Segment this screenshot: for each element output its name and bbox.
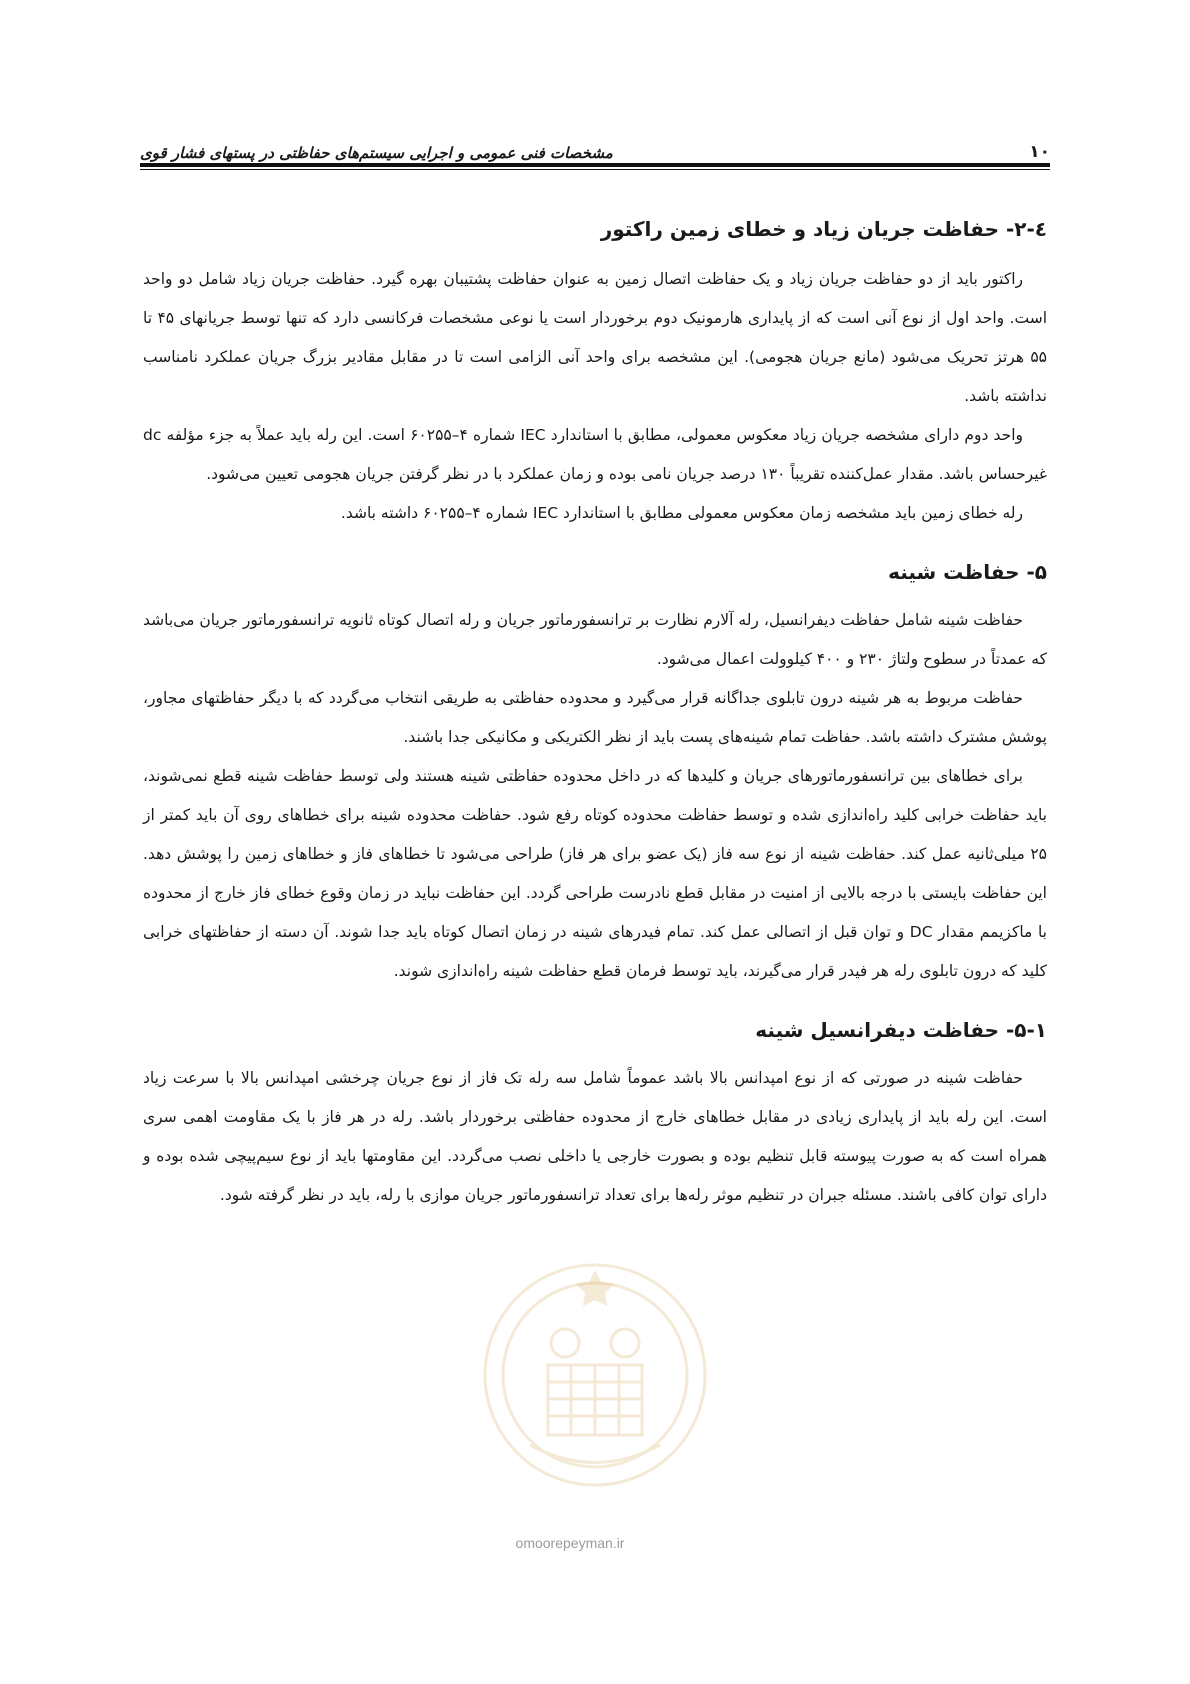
running-header [140, 128, 1050, 162]
section-heading: ۵- حفاظت شینه [888, 560, 1047, 584]
paragraph: رله خطای زمین باید مشخصه زمان معکوس معمولی مطابق با استاندارد IEC شماره ۴–۶۰۲۵۵ داشته باشد. [340, 504, 1023, 522]
section-heading: ٤-٢- حفاظت جریان زیاد و خطای زمین راکتور [600, 217, 1047, 241]
section-heading: ۵-۱- حفاظت دیفرانسیل شینه [755, 1018, 1047, 1042]
page-number: ۱۰ [1029, 142, 1050, 162]
paragraph: حفاظت شینه شامل حفاظت دیفرانسیل، رله آلارم نظارت بر ترانسفورماتور جریان و رله اتصال کوتاه ثانویه ترانسفورماتور جریان می‌باشد که عمدتاً در سطوح ولتاژ ۲۳۰ و ۴۰۰ کیلوولت اعمال می‌شود. [143, 611, 1047, 668]
paragraph: حفاظت مربوط به هر شینه درون تابلوی جداگانه قرار می‌گیرد و محدوده حفاظتی به طریقی انتخاب می‌گردد که با دیگر حفاظتهای مجاور، پوشش مشترک داشته باشد. حفاظت تمام شینه‌های پست باید از نظر الکتریکی و مکانیکی جدا باشند. [143, 689, 1047, 746]
section-busbar-differential [143, 1013, 1047, 1215]
paragraph: واحد دوم دارای مشخصه جریان زیاد معکوس معمولی، مطابق با استاندارد IEC شماره ۴–۶۰۲۵۵ است. این رله باید عملاً به جزء مؤلفه dc غیرحساس باشد. مقدار عمل‌کننده تقریباً ۱۳۰ درصد جریان نامی بوده و زمان عملکرد با در نظر گرفتن جریان هجومی تعیین می‌شود. [143, 426, 1047, 483]
header-rule-thick [140, 163, 1050, 167]
watermark-url: omoorepeyman.ir [515, 1535, 625, 1551]
header-rule-thin [140, 169, 1050, 170]
paragraph: حفاظت شینه در صورتی که از نوع امپدانس بالا باشد عموماً شامل سه رله تک فاز از نوع جریان چرخشی امپدانس بالا با سرعت زیاد است. این رله باید از پایداری زیادی در مقابل خطاهای خارج از محدوده حفاظتی برخوردار باشد. رله در هر فاز با یک مقاومت اهمی سری همراه است که به صورت پیوسته قابل تنظیم بوده و بصورت خارجی یا داخلی نصب می‌گردد. این مقاومتها باید از نوع سیم‌پیچی شده بوده و دارای توان کافی باشند. مسئله جبران در تنظیم موثر رله‌ها برای تعداد ترانسفورماتور جریان موازی با رله، باید در نظر گرفته شود. [143, 1069, 1047, 1204]
watermark-logo [470, 1245, 720, 1515]
paragraph: راکتور باید از دو حفاظت جریان زیاد و یک حفاظت اتصال زمین به عنوان حفاظت پشتیبان بهره گیرد. حفاظت جریان زیاد شامل دو واحد است. واحد اول از نوع آنی است که از پایداری هارمونیک دوم برخوردار است یا نوعی مشخصات فرکانسی دارد که تنها توسط جریانهای ۴۵ تا ۵۵ هرتز تحریک می‌شود (مانع جریان هجومی). این مشخصه برای واحد آنی الزامی است تا در مقابل مقادیر بزرگ جریان عملکرد نامناسب نداشته باشد. [143, 270, 1047, 405]
section-busbar-protection [143, 555, 1047, 991]
paragraph: برای خطاهای بین ترانسفورماتورهای جریان و کلیدها که در داخل محدوده حفاظتی شینه هستند ولی توسط حفاظت شینه قطع نمی‌شوند، باید حفاظت خرابی کلید راه‌اندازی شده و توسط حفاظت محدوده کوتاه رفع شود. حفاظت محدوده شینه برای خطاهای روی آن باید کمتر از ۲۵ میلی‌ثانیه عمل کند. حفاظت شینه از نوع سه فاز (یک عضو برای هر فاز) طراحی می‌شود تا خطاهای فاز و خطاهای زمین را پوشش دهد. این حفاظت بایستی با درجه بالایی از امنیت در مقابل قطع نادرست طراحی گردد. این حفاظت نباید در زمان وقوع خطای فاز خارج از محدوده با ماکزیمم مقدار DC و توان قبل از اتصالی عمل کند. تمام فیدرهای شینه در زمان اتصال کوتاه باید جدا شوند. آن دسته از حفاظتهای خرابی کلید که درون تابلوی رله هر فیدر قرار می‌گیرند، باید توسط فرمان قطع حفاظت شینه راه‌اندازی شوند. [143, 767, 1047, 980]
section-reactor-protection [143, 212, 1047, 533]
book-title: مشخصات فنی عمومی و اجرایی سیستم‌های حفاظتی در پستهای فشار قوی [140, 144, 613, 162]
document-body [143, 212, 1047, 1237]
